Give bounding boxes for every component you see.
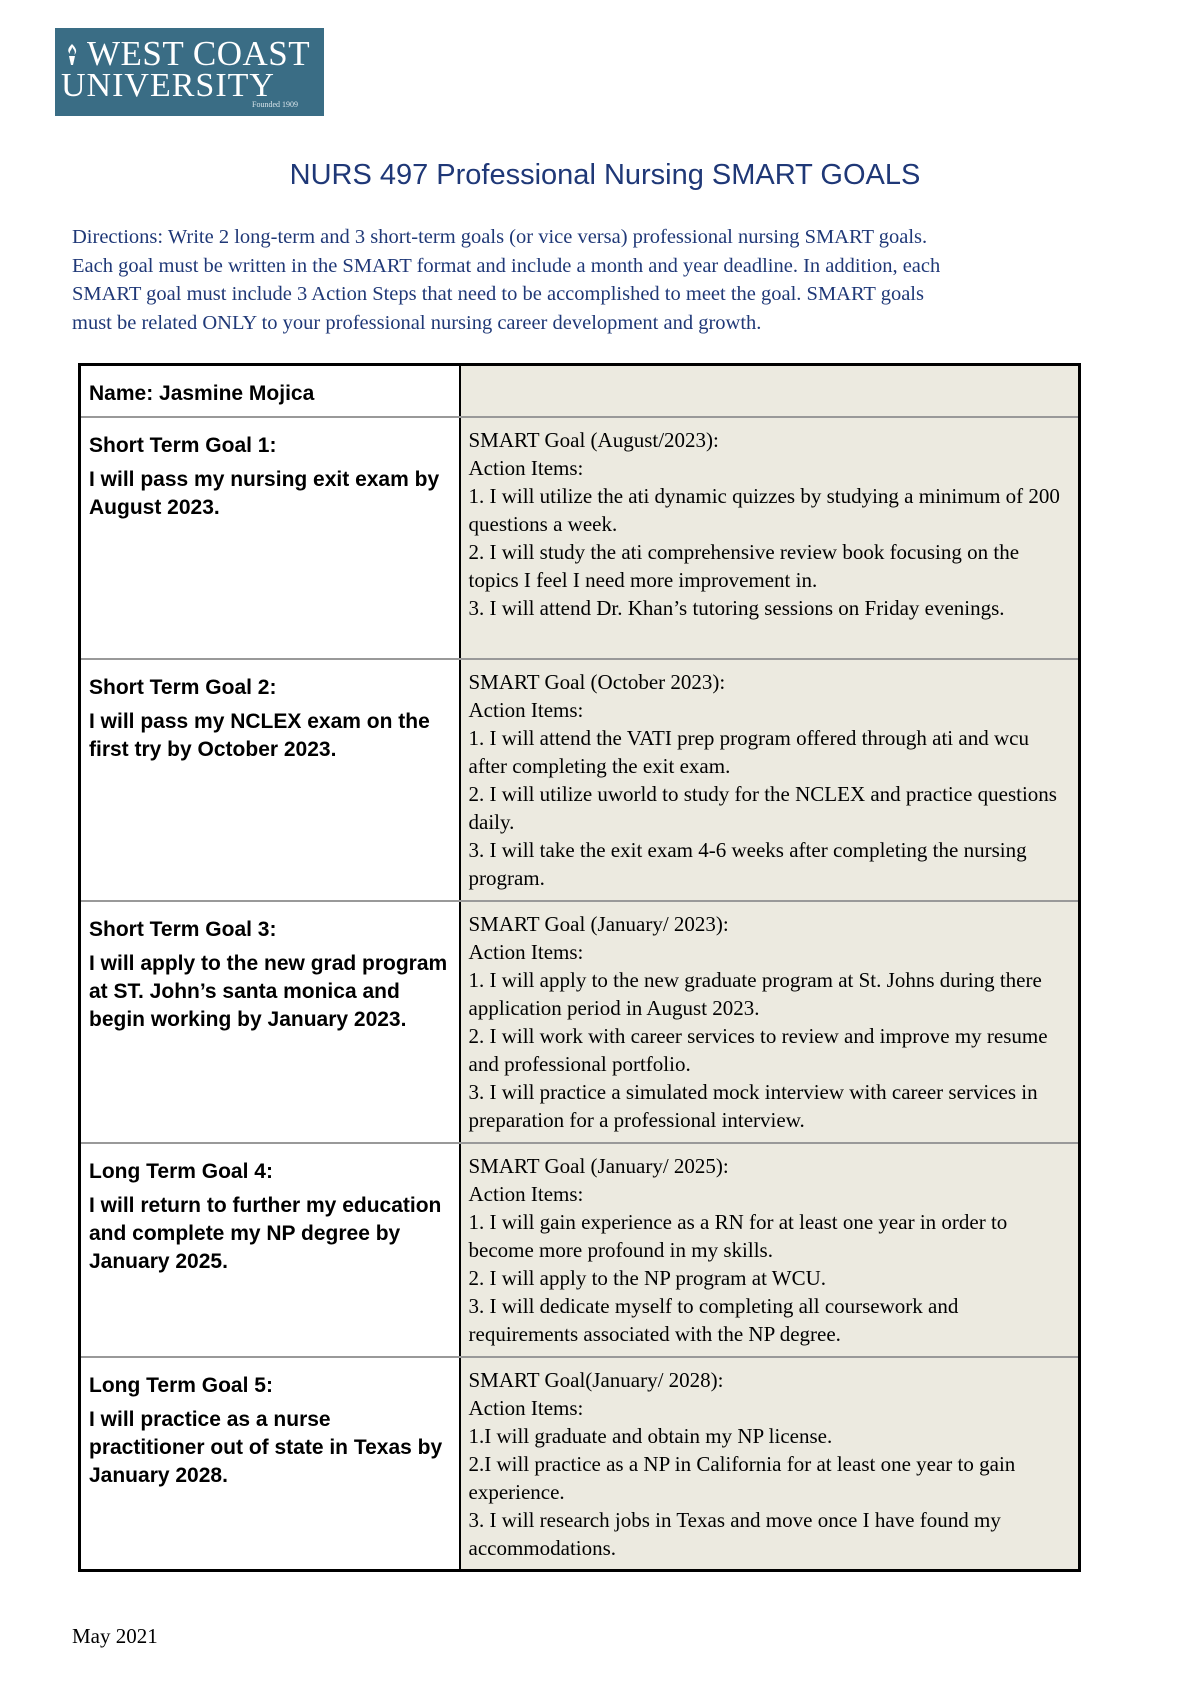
goal-heading: Long Term Goal 5: [89, 1373, 273, 1397]
logo-founded: Founded 1909 [252, 100, 298, 109]
action-item: 1. I will attend the VATI prep program offered through ati and wcu after completing the exit exam. [468, 725, 1029, 778]
goal-cell [80, 1143, 460, 1357]
action-item: 3. I will practice a simulated mock interview with career services in preparation for a professional interview. [468, 1079, 1038, 1132]
goal-statement: I will pass my NCLEX exam on the first try by October 2023. [89, 709, 430, 761]
action-item: 3. I will research jobs in Texas and move once I have found my accommodations. [468, 1507, 1001, 1560]
goal-row [80, 1357, 1080, 1571]
action-item: 2. I will apply to the NP program at WCU. [468, 1265, 827, 1290]
smart-cell [460, 417, 1080, 659]
smart-goals-table [78, 363, 1081, 1572]
goal-row [80, 417, 1080, 659]
goal-row [80, 659, 1080, 901]
goal-cell [80, 901, 460, 1143]
goal-row [80, 901, 1080, 1143]
smart-cell [460, 1357, 1080, 1571]
action-item: 2. I will work with career services to review and improve my resume and professional portfolio. [468, 1023, 1048, 1076]
goal-cell [80, 659, 460, 901]
smart-cell [460, 659, 1080, 901]
student-name: Name: Jasmine Mojica [89, 382, 315, 405]
action-items-label: Action Items: [468, 455, 584, 480]
goal-statement: I will apply to the new grad program at ST. John’s santa monica and begin working by January 2023. [89, 951, 448, 1031]
action-items-label: Action Items: [468, 1395, 584, 1420]
university-logo [55, 28, 324, 116]
action-item: 1.I will graduate and obtain my NP license. [468, 1423, 833, 1448]
smart-cell [460, 1143, 1080, 1357]
logo-line-west-coast: WEST COAST [87, 34, 311, 73]
action-item: 2. I will utilize uworld to study for the NCLEX and practice questions daily. [468, 781, 1057, 834]
action-item: 1. I will gain experience as a RN for at least one year in order to become more profound in my skills. [468, 1209, 1008, 1262]
page-title: NURS 497 Professional Nursing SMART GOALS [289, 159, 921, 191]
goal-row [80, 1143, 1080, 1357]
action-item: 1. I will utilize the ati dynamic quizzes by studying a minimum of 200 questions a week. [468, 483, 1060, 536]
goal-heading: Long Term Goal 4: [89, 1159, 273, 1183]
action-item: 2.I will practice as a NP in California for at least one year to gain experience. [468, 1451, 1016, 1504]
name-cell [80, 365, 460, 417]
action-items-label: Action Items: [468, 697, 584, 722]
action-item: 1. I will apply to the new graduate program at St. Johns during there application period in August 2023. [468, 967, 1042, 1020]
goal-cell [80, 1357, 460, 1571]
action-items-label: Action Items: [468, 939, 584, 964]
goal-heading: Short Term Goal 1: [89, 433, 277, 457]
action-item: 3. I will dedicate myself to completing all coursework and requirements associated with the NP degree. [468, 1293, 959, 1346]
logo-line-university: UNIVERSITY [61, 67, 275, 104]
goal-heading: Short Term Goal 3: [89, 917, 277, 941]
smart-goal-label: SMART Goal(January/ 2028): [468, 1367, 724, 1392]
goal-statement: I will pass my nursing exit exam by August 2023. [89, 467, 440, 519]
smart-goal-label: SMART Goal (January/ 2023): [468, 911, 729, 936]
smart-goal-label: SMART Goal (August/2023): [468, 427, 719, 452]
goal-heading: Short Term Goal 2: [89, 675, 277, 699]
action-items-label: Action Items: [468, 1181, 584, 1206]
footer-date: May 2021 [72, 1624, 158, 1648]
goal-statement: I will return to further my education and complete my NP degree by January 2025. [89, 1193, 442, 1273]
goal-statement: I will practice as a nurse practitioner out of state in Texas by January 2028. [89, 1407, 443, 1487]
goal-cell [80, 417, 460, 659]
directions-paragraph: Directions: Write 2 long-term and 3 short-term goals (or vice versa) professional nursing SMART goals. Each goal must be written in the SMART format and include a month and year deadline. In addition, each SMART goal must include 3 Action Steps that need to be accomplished to meet the goal. SMART goals must be related ONLY to your professional nursing career development and growth. [72, 226, 941, 334]
action-item: 3. I will attend Dr. Khan’s tutoring sessions on Friday evenings. [468, 595, 1005, 620]
name-blank-cell [460, 365, 1080, 417]
action-item: 3. I will take the exit exam 4-6 weeks after completing the nursing program. [468, 837, 1027, 890]
smart-cell [460, 901, 1080, 1143]
smart-goal-label: SMART Goal (January/ 2025): [468, 1153, 729, 1178]
smart-goal-label: SMART Goal (October 2023): [468, 669, 726, 694]
torch-icon [63, 42, 81, 66]
name-row [80, 365, 1080, 417]
action-item: 2. I will study the ati comprehensive review book focusing on the topics I feel I need more improvement in. [468, 539, 1020, 592]
